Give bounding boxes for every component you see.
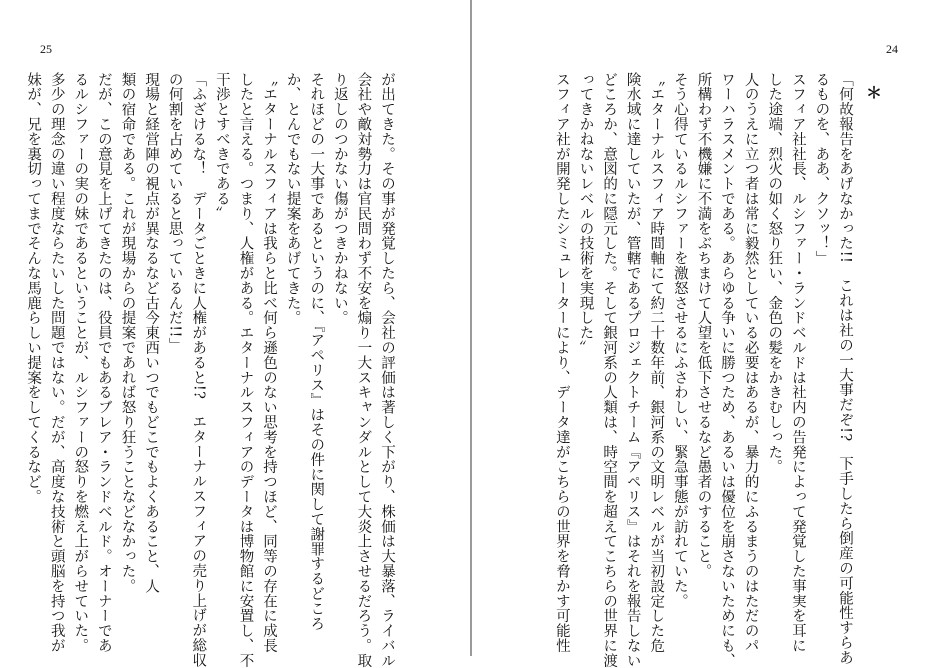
- text-line: したと言える。つまり、人権がある。エターナルスフィアのデータは博物館に安置し、不: [237, 72, 254, 668]
- right-page: [474, 0, 944, 668]
- text-line: 「何故報告をあげなかった!! これは社の一大事だぞ!? 下手したら倒産の可能性すらあ: [837, 72, 853, 666]
- text-line: が出てきた。その事が発覚したら、会社の評価は著しく下がり、株価は大暴落、ライバル: [379, 72, 395, 668]
- text-line: 現場と経営陣の視点が異なるなど古今東西いつでもどこでもよくあること、人: [143, 72, 160, 594]
- text-line: 人のうえに立つ者は常に毅然としている必要はあるが、暴力的にふるまうのはただのパ: [742, 72, 759, 654]
- text-line: スフィア社社長、ルシファー・ランドベルドは社内の告発によって発覚した事実を耳に: [789, 72, 806, 654]
- text-line: それほどの一大事であるというのに、『アペリス』はその件に関して謝罪するどころ: [308, 72, 325, 631]
- text-line: どころか、意図的に隠元した。そして銀河系の人類は、時空間を超えてこちらの世界に渡: [601, 72, 618, 668]
- text-line: るものを、ああ、クソッ！」: [813, 72, 830, 266]
- text-line: 干渉とすべきである〟: [213, 72, 230, 221]
- section-break-asterisk: ＊: [865, 83, 882, 102]
- text-line: 多少の理念の違い程度ならたいした問題ではない。だが、高度な技術と頭脳を持つ我が: [48, 72, 65, 654]
- right-page-number: 24: [886, 42, 898, 56]
- page-divider: [470, 0, 472, 656]
- text-line: 〝エターナルスフィア時間軸にて約二十数年前、銀河系の文明レベルが当初設定した危: [648, 72, 665, 654]
- text-line: り返しのつかない傷がつきかねない。: [331, 72, 348, 326]
- left-page-number: 25: [40, 42, 52, 56]
- text-line: 妹が、兄を裏切ってまでそんな馬鹿らしい提案をしてくるなど。: [25, 72, 42, 505]
- text-line: 〝エターナルスフィアは我らと比べ何ら遜色のない思考を持つほど、同等の存在に成長: [261, 72, 278, 654]
- text-line: した途端、烈火の如く怒り狂い、金色の髪をかきむしった。: [766, 72, 783, 475]
- right-page-text: [536, 72, 856, 668]
- text-line: スフィア社が開発したシミュレーターにより、データ達がこちらの世界を脅かす可能性: [553, 72, 570, 654]
- text-line: 険水域に達していたが、管轄であるプロジェクトチーム『アペリス』はそれを報告しない: [624, 72, 641, 668]
- text-line: の何割を占めていると思っているんだ!!」: [166, 72, 183, 353]
- text-line: 「ふざけるな！ データごときに人権があると!? エターナルスフィアの売り上げが総収: [190, 72, 207, 668]
- text-line: ワーハラスメントである。あらゆる争いに勝つため、あるいは優位を崩さないためにも、: [719, 72, 736, 668]
- text-line: そう心得ているルシファーを激怒させるにふさわしい、緊急事態が訪れていた。: [671, 72, 688, 609]
- left-page-text: [25, 72, 398, 668]
- text-line: だが、この意見を上げてきたのは、役員でもあるブレア・ランドベルド。オーナーであ: [95, 72, 112, 654]
- text-line: 類の宿命である。これが現場からの提案であれば怒り狂うことなどなかった。: [119, 72, 136, 594]
- text-line: か、とんでもない提案をあげてきた。: [284, 72, 301, 326]
- text-line: 会社や敵対勢力は官民問わず不安を煽り一大スキャンダルとして大炎上させるだろう。取: [355, 72, 372, 668]
- text-line: るルシファーの実の妹であるということが、ルシファーの怒りを燃え上がらせていた。: [72, 72, 89, 654]
- text-line: 所構わず不機嫌に不満をぶちまけて人望を低下させるなど愚者のすること。: [695, 72, 712, 579]
- text-line: ってきかねないレベルの技術を実現した〟: [577, 72, 594, 356]
- left-page: [0, 0, 470, 668]
